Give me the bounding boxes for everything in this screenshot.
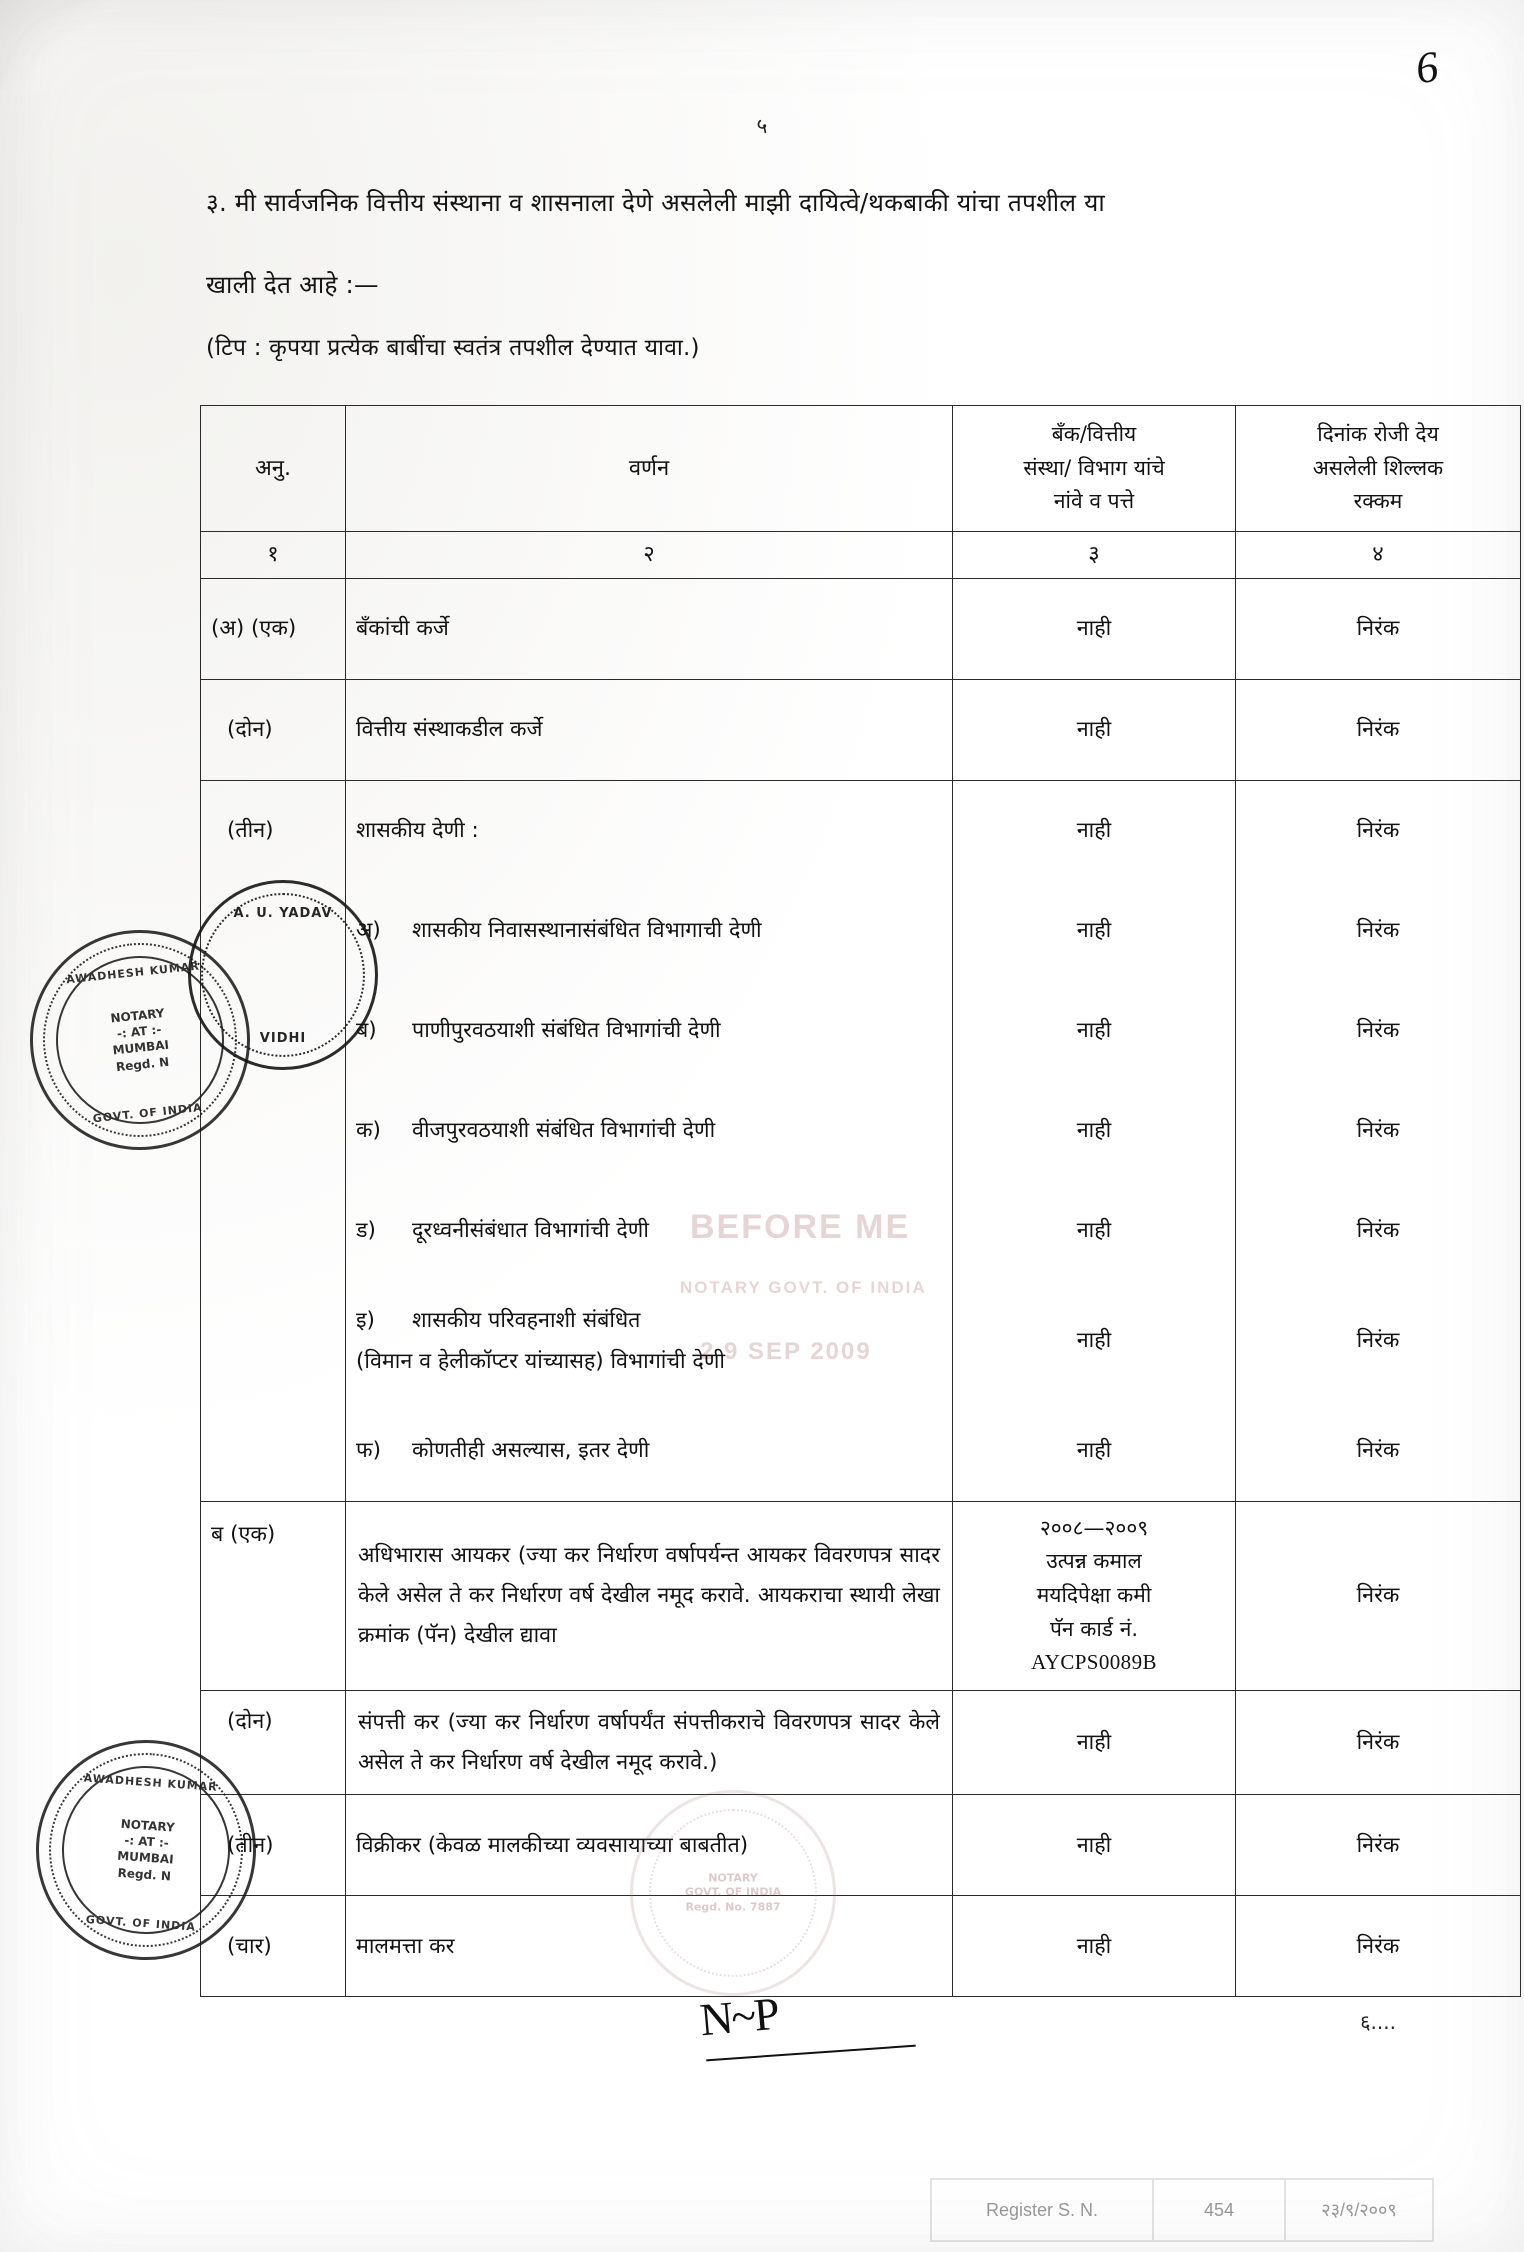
row-sr: ब (एक) <box>201 1501 346 1690</box>
stamp-top-text: A. U. YADAV <box>233 906 333 921</box>
row-sr: (चार) <box>201 1896 346 1997</box>
row-description <box>346 1401 953 1502</box>
row-amount: निरंक <box>1236 679 1521 780</box>
row-description: वित्तीय संस्थाकडील कर्जे <box>346 679 953 780</box>
row-bank: नाही <box>953 679 1236 780</box>
bank-line-1: २००८—२००९ <box>1039 1515 1149 1540</box>
row-bank: नाही <box>953 1401 1236 1502</box>
row-sr: (अ) (एक) <box>201 578 346 679</box>
row-bank: नाही <box>953 1081 1236 1181</box>
row-sr <box>201 1181 346 1281</box>
row-sr: (तीन) <box>201 1795 346 1896</box>
table-row <box>201 780 1521 881</box>
row-description: विक्रीकर (केवळ मालकीच्या व्यवसायाच्या बाबतीत) <box>346 1795 953 1896</box>
table-row-income-tax <box>201 1501 1521 1690</box>
table-row <box>201 1401 1521 1502</box>
sub-item-text: दूरध्वनीसंबंधात विभागांची देणी <box>412 1218 649 1244</box>
handwritten-page-number: 6 <box>1412 41 1442 94</box>
stamp-bottom-text: GOVT. OF INDIA <box>92 1100 204 1126</box>
table-row <box>201 881 1521 981</box>
sub-item-label: क) <box>356 1118 381 1144</box>
row-description <box>346 1281 953 1401</box>
row-bank: नाही <box>953 1795 1236 1896</box>
row-sr: (दोन) <box>201 1690 346 1795</box>
row-description <box>346 1181 953 1281</box>
sub-item-label: ब) <box>356 1018 377 1044</box>
row-sr: (दोन) <box>201 679 346 780</box>
row-amount: निरंक <box>1236 578 1521 679</box>
header-sr: अनु. <box>201 406 346 532</box>
bleed-text-notary: NOTARY GOVT. OF INDIA <box>680 1278 927 1297</box>
row-sr <box>201 1401 346 1502</box>
sub-item-text: पाणीपुरवठयाशी संबंधित विभागांची देणी <box>412 1018 721 1044</box>
row-bank <box>953 1501 1236 1690</box>
intro-line-2: खाली देत आहे :— <box>206 270 379 299</box>
table-row <box>201 981 1521 1081</box>
header-amount <box>1236 406 1521 532</box>
register-label: Register S. N. <box>932 2180 1154 2240</box>
row-bank: नाही <box>953 881 1236 981</box>
table-row <box>201 1795 1521 1896</box>
bank-line-3: मयदिपेक्षा कमी <box>1036 1583 1152 1608</box>
table-row <box>201 578 1521 679</box>
row-amount: निरंक <box>1236 1501 1521 1690</box>
footer-page-marker: ६.... <box>1360 2010 1396 2034</box>
register-entry-box <box>930 2178 1434 2242</box>
intro-line-1: ३. मी सार्वजनिक वित्तीय संस्थाना व शासनाला देणे असलेली माझी दायित्वे/थकबाकी यांचा तपशील या <box>206 188 1105 217</box>
stamp-top-text: AWADHESH KUMAR <box>83 1771 219 1794</box>
row-bank: नाही <box>953 1690 1236 1795</box>
row-amount: निरंक <box>1236 1795 1521 1896</box>
row-amount: निरंक <box>1236 1896 1521 1997</box>
pan-card-number: AYCPS0089B <box>1031 1650 1157 1675</box>
colnum-4: ४ <box>1236 531 1521 578</box>
header-amount-line-2: असलेली शिल्लक <box>1312 455 1444 480</box>
row-bank: नाही <box>953 780 1236 881</box>
table-row <box>201 1896 1521 1997</box>
sub-item-text: शासकीय निवासस्थानासंबंधित विभागाची देणी <box>412 918 762 944</box>
signature: N~P <box>697 1987 780 2046</box>
header-bank <box>953 406 1236 532</box>
row-amount: निरंक <box>1236 1181 1521 1281</box>
table-row <box>201 1281 1521 1401</box>
row-description: मालमत्ता कर <box>346 1896 953 1997</box>
row-description <box>346 1081 953 1181</box>
sub-item-text: कोणतीही असल्यास, इतर देणी <box>412 1438 650 1464</box>
colnum-2: २ <box>346 531 953 578</box>
row-description: शासकीय देणी : <box>346 780 953 881</box>
signature-underline <box>706 2045 916 2062</box>
stamp-bottom-text: VIDHI <box>259 1031 307 1046</box>
row-bank: नाही <box>953 1281 1236 1401</box>
row-amount: निरंक <box>1236 981 1521 1081</box>
stamp-core-text: NOTARY GOVT. OF INDIA Regd. No. 7887 <box>684 1871 782 1914</box>
row-description: संपत्ती कर (ज्या कर निर्धारण वर्षापर्यंत संपत्तीकराचे विवरणपत्र सादर केले असेल ते कर निर्धारण वर्ष देखील नमूद करावे.) <box>346 1690 953 1795</box>
header-bank-line-1: बँक/वित्तीय <box>1051 422 1137 446</box>
register-number: 454 <box>1154 2180 1286 2240</box>
sub-item-label: फ) <box>356 1438 381 1464</box>
bank-line-2: उत्पन्न कमाल <box>1046 1549 1142 1574</box>
colnum-1: १ <box>201 531 346 578</box>
row-description <box>346 881 953 981</box>
row-bank: नाही <box>953 981 1236 1081</box>
row-sr: (तीन) <box>201 780 346 881</box>
sub-item-text: वीजपुरवठयाशी संबंधित विभागांची देणी <box>412 1118 716 1144</box>
colnum-3: ३ <box>953 531 1236 578</box>
row-amount: निरंक <box>1236 1401 1521 1502</box>
row-sr <box>201 981 346 1081</box>
table-row <box>201 1181 1521 1281</box>
table-row <box>201 1690 1521 1795</box>
table-header-row <box>201 406 1521 532</box>
header-bank-line-2: संस्था/ विभाग यांचे <box>1023 455 1165 480</box>
stamp-bottom-text: GOVT. OF INDIA <box>85 1912 197 1934</box>
sub-item-text: शासकीय परिवहनाशी संबंधित <box>412 1307 641 1333</box>
sub-item-label: ड) <box>356 1218 376 1244</box>
row-amount: निरंक <box>1236 881 1521 981</box>
row-bank: नाही <box>953 1896 1236 1997</box>
sub-item-label: अ) <box>356 918 381 944</box>
row-sr <box>201 1281 346 1401</box>
row-description <box>346 981 953 1081</box>
table-row <box>201 1081 1521 1181</box>
header-amount-line-3: रक्कम <box>1353 489 1403 514</box>
register-date: २३/९/२००९ <box>1321 2200 1397 2220</box>
stamp-core-text: NOTARY -: AT :- MUMBAI Regd. N <box>116 1816 176 1883</box>
row-sr <box>201 881 346 981</box>
page-corner-fold <box>0 0 120 90</box>
intro-note: (टिप : कृपया प्रत्येक बाबींचा स्वतंत्र तपशील देण्यात यावा.) <box>206 335 700 361</box>
printed-page-number: ५ <box>756 114 768 138</box>
bank-line-4: पॅन कार्ड नं. <box>1049 1616 1139 1641</box>
sub-item-text-second-line: (विमान व हेलीकॉप्टर यांच्यासह) विभागांची देणी <box>356 1348 725 1374</box>
row-amount: निरंक <box>1236 1690 1521 1795</box>
bleed-text-before-me: BEFORE ME <box>690 1208 911 1246</box>
header-amount-line-1: दिनांक रोजी देय <box>1317 422 1439 446</box>
row-bank: नाही <box>953 1181 1236 1281</box>
liabilities-table <box>200 405 1521 1997</box>
table-row <box>201 679 1521 780</box>
stamp-core-text: NOTARY -: AT :- MUMBAI Regd. N <box>109 1005 170 1074</box>
sub-item-label: इ) <box>356 1307 375 1333</box>
row-description: बँकांची कर्जे <box>346 578 953 679</box>
row-amount: निरंक <box>1236 1081 1521 1181</box>
row-amount: निरंक <box>1236 1281 1521 1401</box>
stamp-top-text: AWADHESH KUMAR <box>65 959 201 987</box>
row-sr <box>201 1081 346 1181</box>
table-column-number-row <box>201 531 1521 578</box>
bleed-text-date: 2 9 SEP 2009 <box>700 1338 872 1365</box>
header-bank-line-3: नांवे व पत्ते <box>1053 489 1135 514</box>
row-amount: निरंक <box>1236 780 1521 881</box>
row-description: अधिभारास आयकर (ज्या कर निर्धारण वर्षापर्यन्त आयकर विवरणपत्र सादर केले असेल ते कर निर्धारण वर्ष देखील नमूद करावे. आयकराचा स्थायी लेखा क्रमांक (पॅन) देखील द्यावा <box>346 1501 953 1690</box>
header-description: वर्णन <box>346 406 953 532</box>
row-bank: नाही <box>953 578 1236 679</box>
